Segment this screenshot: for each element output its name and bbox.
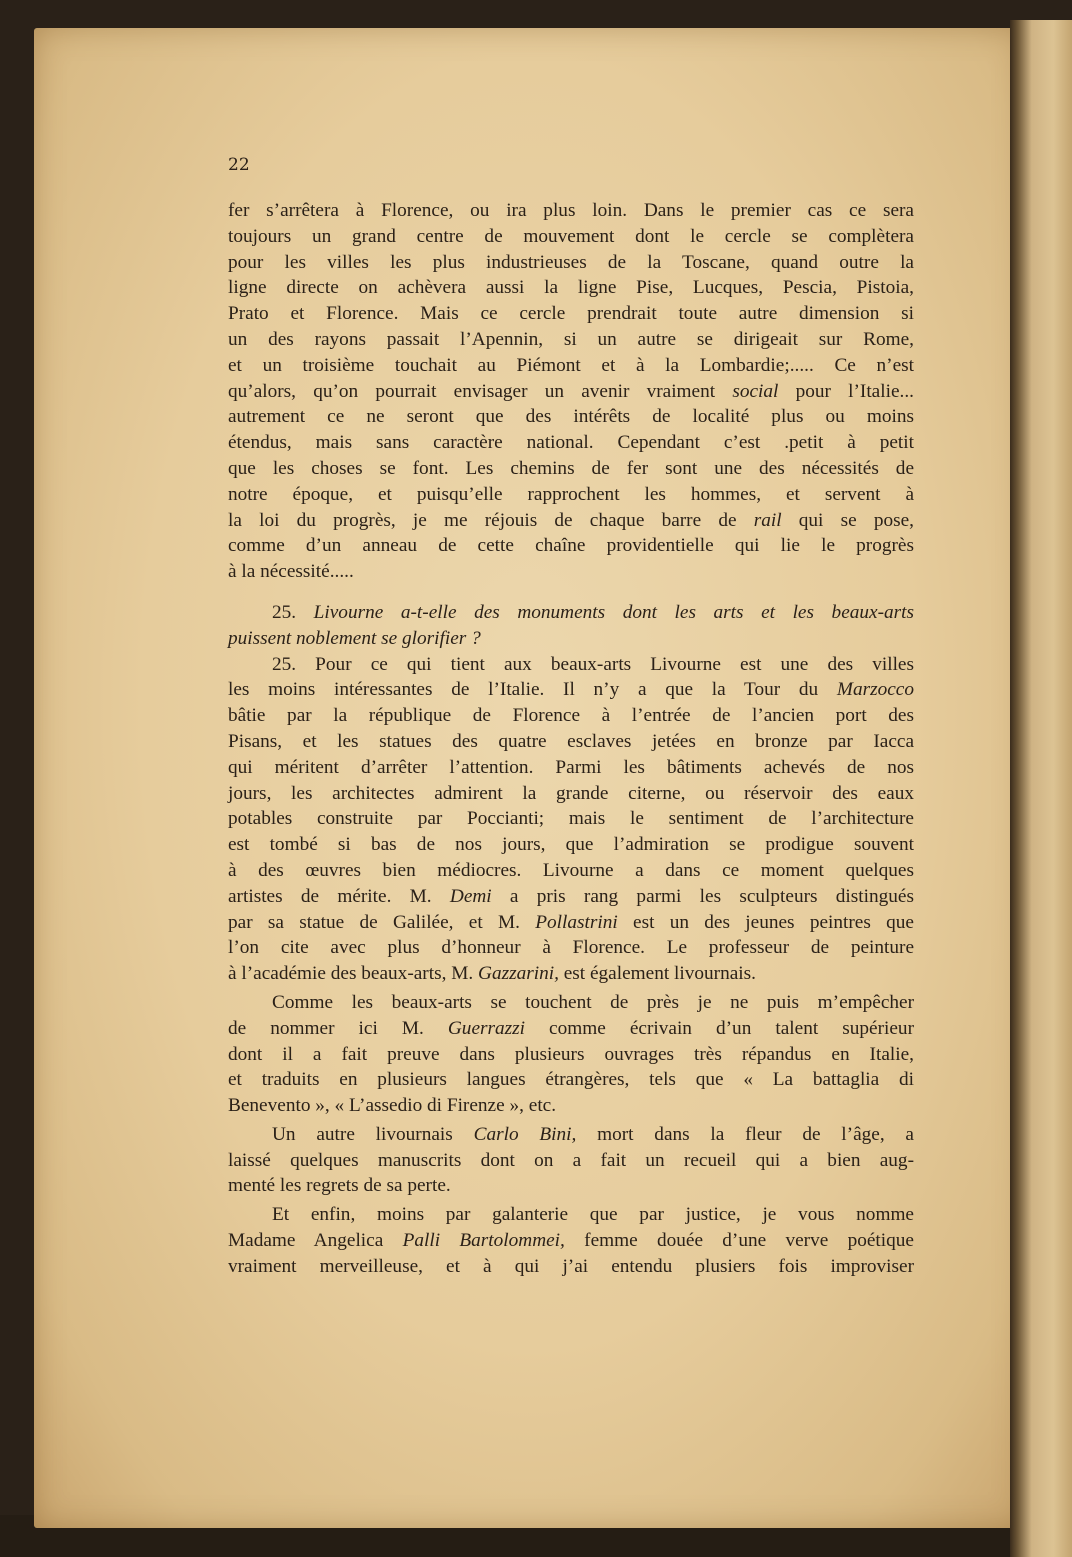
text-line: [228, 832, 914, 858]
text-line: [228, 990, 914, 1016]
text-segment: et un troisième touchait au Piémont et à la Lombardie;..... Ce n’est: [228, 354, 914, 376]
text-line: [228, 1016, 914, 1042]
text-segment: ligne directe on achèvera aussi la ligne Pise, Lucques, Pescia, Pistoia,: [228, 277, 914, 299]
text-line: [228, 301, 914, 327]
text-segment: la loi du progrès, je me réjouis de chaque barre de: [228, 509, 754, 531]
text-line: [228, 327, 914, 353]
text-segment: par sa statue de Galilée, et M.: [228, 911, 536, 933]
text-segment: Un autre livournais: [272, 1123, 474, 1145]
text-line: [228, 703, 914, 729]
text-segment: à des œuvres bien médiocres. Livourne a dans ce moment quelques: [228, 859, 914, 881]
italic-text: Marzocco: [836, 679, 914, 701]
text-line: [228, 379, 914, 405]
text-line: [228, 1042, 914, 1068]
text-segment: Benevento », « L’assedio di Firenze », etc.: [228, 1095, 557, 1117]
text-segment: à la nécessité.....: [228, 561, 354, 583]
page-number: 22: [228, 155, 250, 175]
text-segment: laissé quelques manuscrits dont on a fait un recueil qui a bien aug-: [228, 1149, 914, 1171]
text-segment: dont il a fait preuve dans plusieurs ouvrages très répandus en Italie,: [228, 1043, 914, 1065]
text-segment: est également livournais.: [558, 963, 756, 985]
italic-text: Guerrazzi: [447, 1017, 526, 1039]
italic-text: Carlo Bini,: [473, 1123, 577, 1145]
text-line: [228, 1202, 914, 1228]
text-segment: à l’académie des beaux-arts, M.: [228, 963, 479, 985]
text-line: [228, 353, 914, 379]
text-segment: qui se pose,: [781, 509, 914, 531]
text-line: [228, 806, 914, 832]
italic-text: Demi: [449, 885, 492, 907]
text-segment: a pris rang parmi les sculpteurs distingués: [491, 885, 914, 907]
body-text: [228, 198, 914, 1280]
text-segment: jours, les architectes admirent la grande citerne, ou réservoir des eaux: [228, 782, 914, 804]
text-line: [228, 1228, 914, 1254]
text-segment: étendus, mais sans caractère national. Cependant c’est .petit à petit: [228, 432, 914, 454]
text-segment: Madame Angelica: [228, 1230, 403, 1252]
italic-text: Pollastrini: [535, 911, 618, 933]
text-segment: comme d’un anneau de cette chaîne providentielle qui lie le progrès: [228, 535, 914, 557]
italic-text: social: [732, 380, 779, 402]
text-segment: pour l’Italie...: [778, 380, 914, 402]
text-segment: Pisans, et les statues des quatre esclaves jetées en bronze par Iacca: [228, 730, 914, 752]
text-line: [228, 961, 914, 987]
text-segment: bâtie par la république de Florence à l’entrée de l’ancien port des: [228, 705, 914, 727]
text-line: [228, 677, 914, 703]
text-segment: est tombé si bas de nos jours, que l’admiration se prodigue souvent: [228, 834, 914, 856]
text-line: [228, 1173, 914, 1199]
italic-text: Palli Bartolommei,: [402, 1230, 565, 1252]
text-line: [228, 910, 914, 936]
text-segment: mort dans la fleur de l’âge, a: [576, 1123, 914, 1145]
text-segment: que les choses se font. Les chemins de fer sont une des nécessités de: [228, 457, 914, 479]
text-line: [228, 1148, 914, 1174]
text-segment: notre époque, et puisqu’elle rapprochent les hommes, et servent à: [228, 483, 914, 505]
text-line: [228, 198, 914, 224]
text-segment: qui méritent d’arrêter l’attention. Parmi les bâtiments achevés de nos: [228, 756, 914, 778]
text-line: [228, 456, 914, 482]
text-segment: comme écrivain d’un talent supérieur: [525, 1017, 914, 1039]
text-segment: 25. Pour ce qui tient aux beaux-arts Livourne est une des villes: [272, 653, 914, 675]
text-line: [228, 275, 914, 301]
text-line: [228, 250, 914, 276]
italic-text: puissent noblement se glorifier ?: [228, 627, 481, 649]
text-line: [228, 884, 914, 910]
text-segment: potables construite par Poccianti; mais le sentiment de l’architecture: [228, 808, 914, 830]
italic-text: rail: [753, 509, 782, 531]
italic-text: Livourne a-t-elle des monuments dont les arts et les beaux-arts: [313, 601, 915, 623]
text-segment: pour les villes les plus industrieuses de la Toscane, quand outre la: [228, 251, 914, 273]
text-segment: l’on cite avec plus d’honneur à Florence. Le professeur de peinture: [228, 937, 914, 959]
text-segment: qu’alors, qu’on pourrait envisager un avenir vraiment: [228, 380, 733, 402]
text-segment: Et enfin, moins par galanterie que par justice, je vous nomme: [272, 1204, 914, 1226]
text-line: [228, 1093, 914, 1119]
text-segment: de nommer ici M.: [228, 1017, 448, 1039]
text-line: [228, 626, 914, 652]
book-spine: [1010, 20, 1072, 1557]
text-line: [228, 755, 914, 781]
text-line: [228, 508, 914, 534]
text-segment: vraiment merveilleuse, et à qui j’ai entendu plusiers fois improviser: [228, 1255, 914, 1277]
text-segment: Prato et Florence. Mais ce cercle prendrait toute autre dimension si: [228, 303, 914, 325]
text-segment: est un des jeunes peintres que: [617, 911, 914, 933]
text-line: [228, 430, 914, 456]
text-line: [228, 404, 914, 430]
text-line: [228, 559, 914, 585]
text-line: [228, 935, 914, 961]
text-segment: Comme les beaux-arts se touchent de près je ne puis m’empêcher: [272, 991, 914, 1013]
text-line: [228, 1122, 914, 1148]
text-segment: 25.: [272, 601, 314, 623]
text-line: [228, 781, 914, 807]
text-line: [228, 858, 914, 884]
text-segment: fer s’arrêtera à Florence, ou ira plus loin. Dans le premier cas ce sera: [228, 200, 914, 221]
text-line: [228, 1067, 914, 1093]
text-line: [228, 652, 914, 678]
text-segment: artistes de mérite. M.: [228, 885, 450, 907]
text-line: [228, 1254, 914, 1280]
text-segment: femme douée d’une verve poétique: [564, 1230, 914, 1252]
text-segment: un des rayons passait l’Apennin, si un autre se dirigeait sur Rome,: [228, 328, 914, 350]
text-segment: menté les regrets de sa perte.: [228, 1175, 451, 1197]
text-line: [228, 482, 914, 508]
text-line: [228, 533, 914, 559]
text-segment: autrement ce ne seront que des intérêts de localité plus ou moins: [228, 406, 914, 428]
italic-text: Gazzarini,: [478, 963, 559, 985]
text-segment: les moins intéressantes de l’Italie. Il n’y a que la Tour du: [228, 679, 837, 701]
text-segment: toujours un grand centre de mouvement dont le cercle se complètera: [228, 225, 914, 247]
text-line: [228, 224, 914, 250]
text-segment: et traduits en plusieurs langues étrangères, tels que « La battaglia di: [228, 1069, 914, 1091]
text-line: [228, 600, 914, 626]
text-line: [228, 729, 914, 755]
